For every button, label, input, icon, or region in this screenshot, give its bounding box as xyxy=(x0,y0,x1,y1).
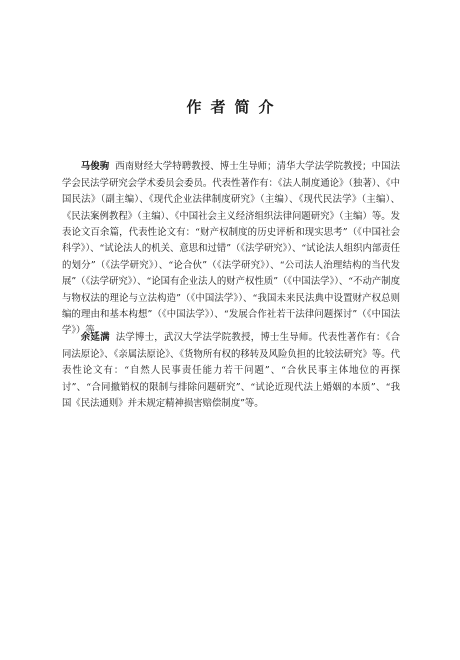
author-bio-1 xyxy=(62,159,400,339)
author-bio-2 xyxy=(62,330,400,412)
author-bio-text-1: 西南财经大学特聘教授、博士生导师；清华大学法学院教授；中国法学会民法学研究会学术委员会委员。代表性著作有：《法人制度通论》（独著）、《中国民法》（副主编）、《现代企业法律制度研究》（主编）、《现代民法学》（主编）、《民法案例教程》（主编）、《中国社会主义经济组织法律问题研究》（主编）等。发表论文百余篇，代表性论文有：“财产权制度的历史评析和现实思考”（《中国社会科学》）、“试论法人的机关、意思和过错”（《法学研究》）、“试论法人组织内部责任的划分”（《法学研究》）、“论合伙”（《法学研究》）、“公司法人治理结构的当代发展”（《法学研究》）、“论国有企业法人的财产权性质”（《中国法学》）、“不动产制度与物权法的理论与立法构造”（《中国法学》）、“我国未来民法典中设置财产权总则编的理由和基本构想”（《中国法学》）、“发展合作社若干法律问题探讨”（《中国法学》）等。 xyxy=(62,161,400,337)
author-bio-text-2: 法学博士，武汉大学法学院教授，博士生导师。代表性著作有：《合同法原论》、《亲属法原论》、《货物所有权的移转及风险负担的比较法研究》等。代表性论文有：“自然人民事责任能力若干问题”、“合伙民事主体地位的再探讨”、“合同撤销权的限制与排除问题研究”、“试论近现代法上婚姻的本质”、“我国《民法通则》并未规定精神损害赔偿制度”等。 xyxy=(62,332,400,410)
page-title: 作者简介 xyxy=(186,98,283,116)
author-name-1: 马俊驹 xyxy=(80,161,110,173)
author-name-2: 余延满 xyxy=(80,332,110,344)
